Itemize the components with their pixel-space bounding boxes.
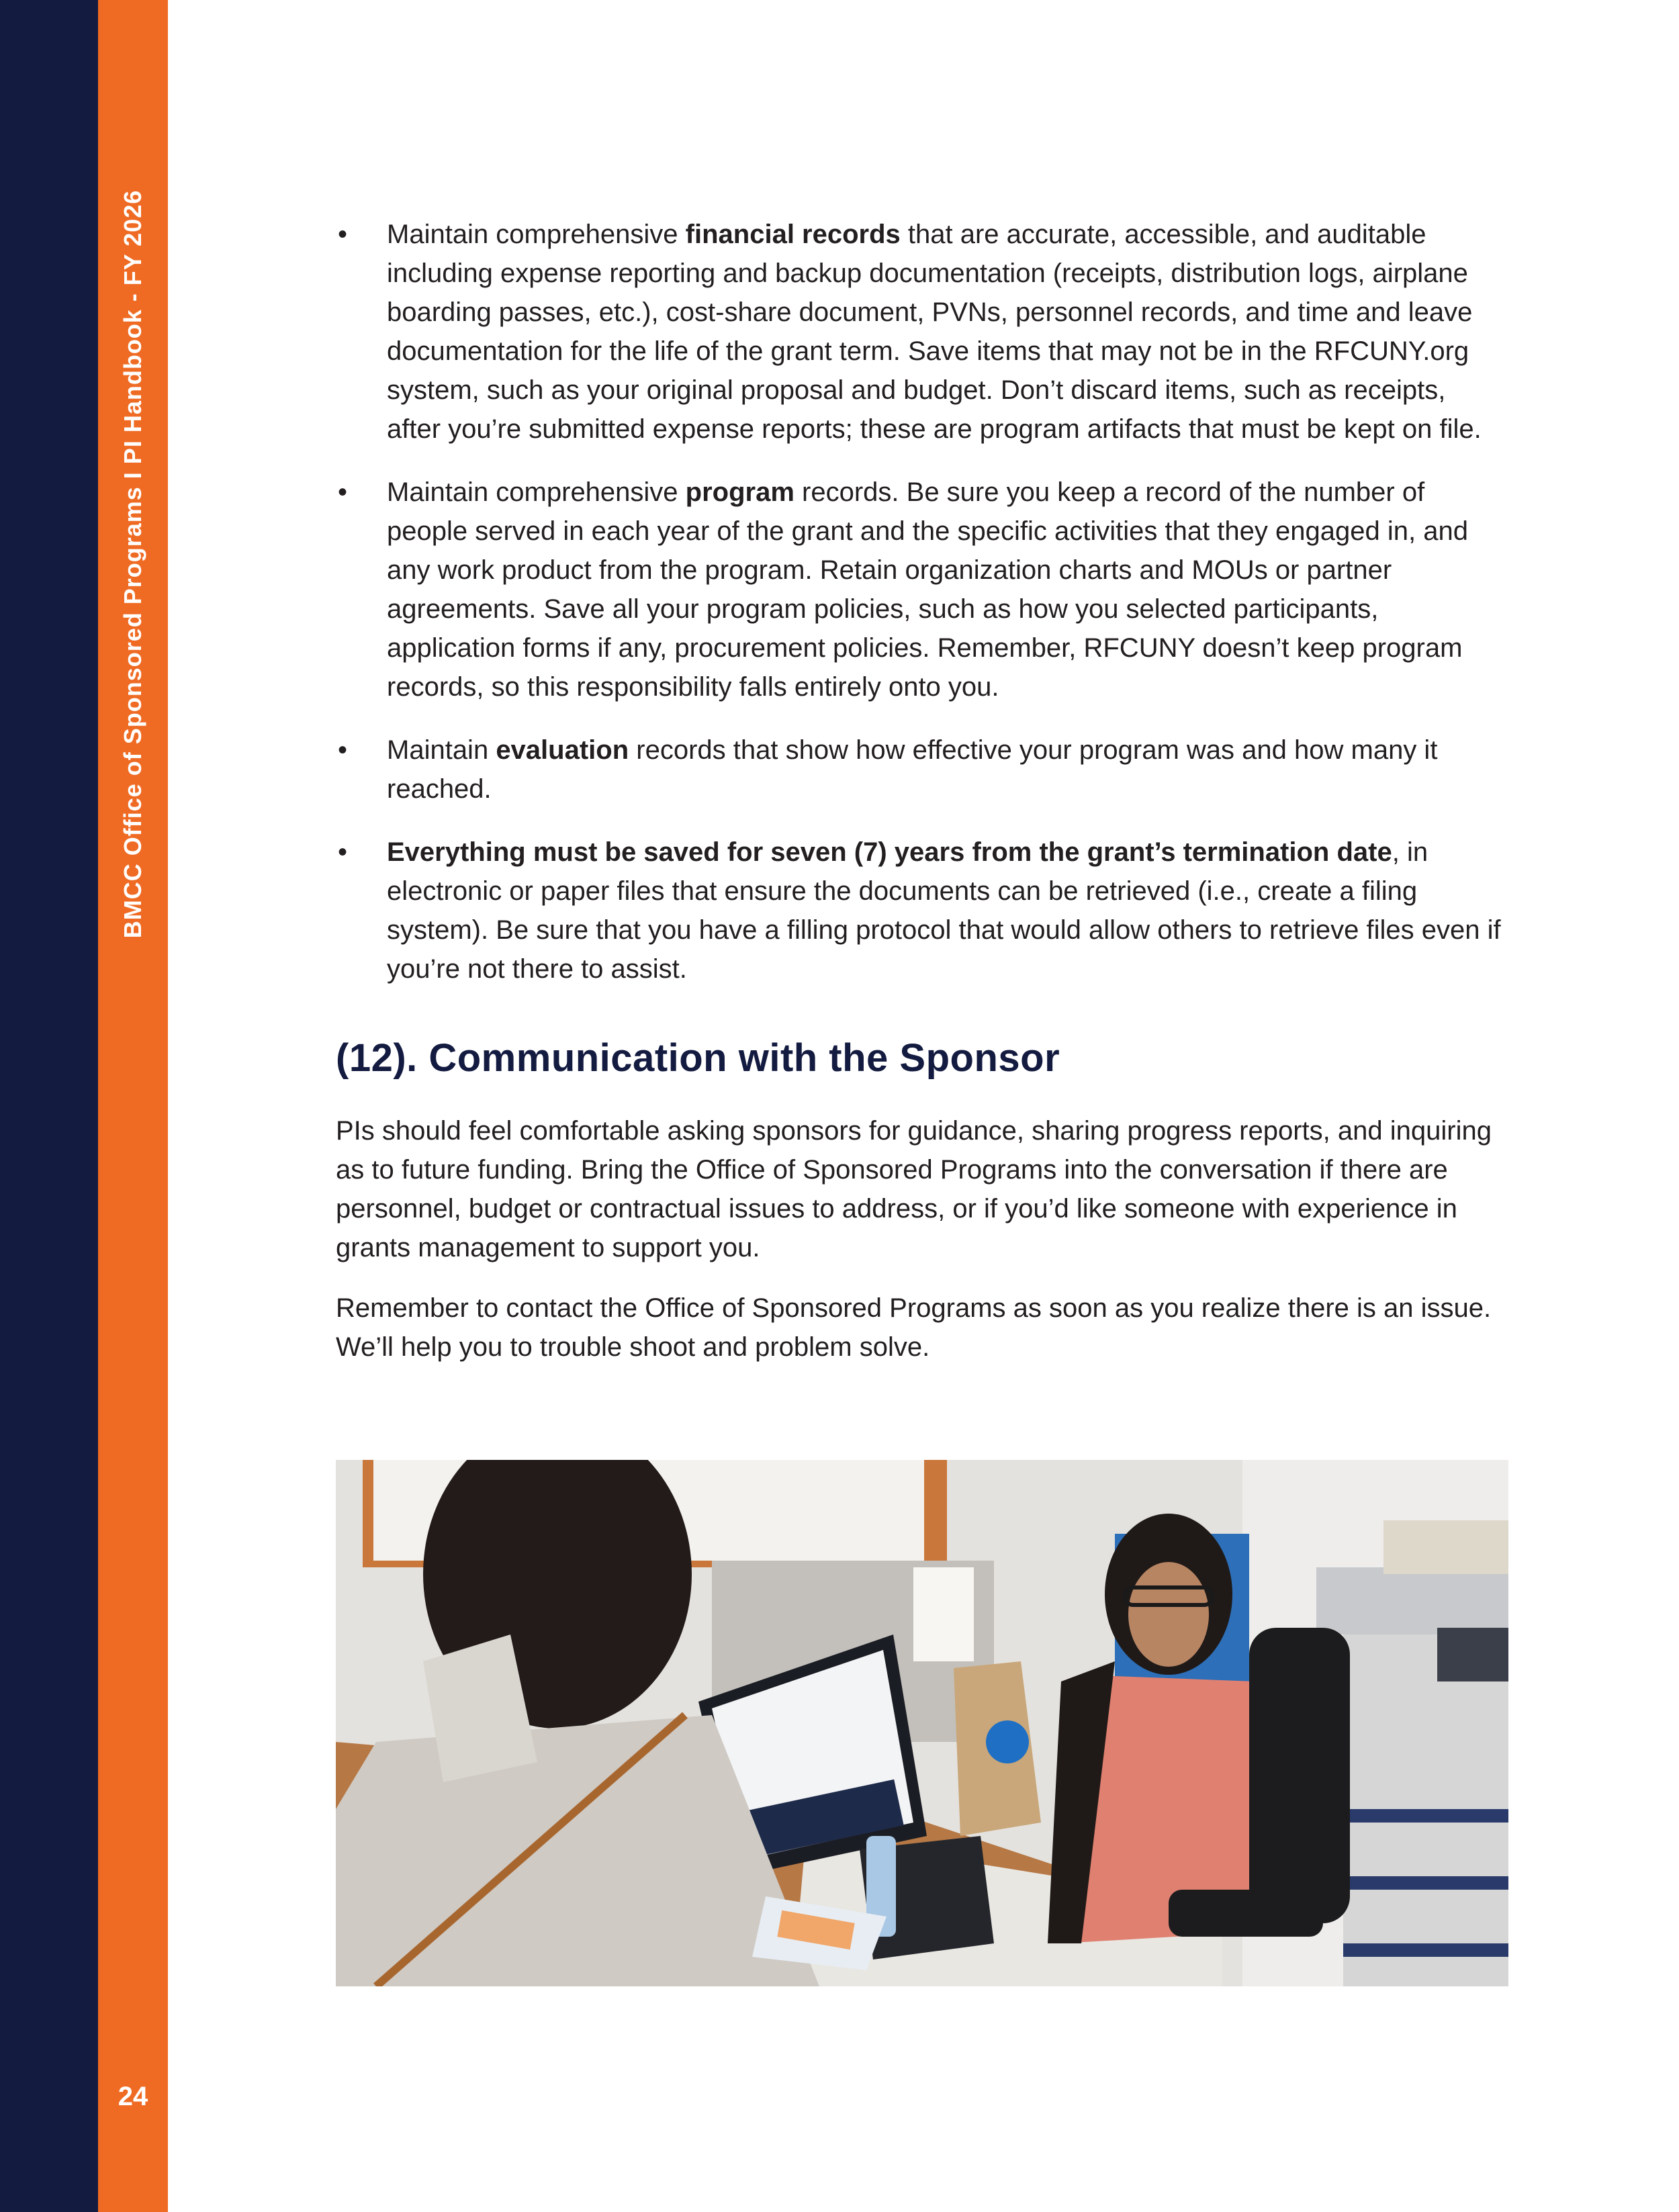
office-photo-illustration — [336, 1460, 1508, 1986]
bullet-bold: financial records — [685, 220, 901, 249]
bullet-item-financial-records — [336, 215, 1504, 449]
bullet-post: that are accurate, accessible, and auditable including expense reporting and backup documentation (receipts, distribution logs, airplane boarding passes, etc.), cost-share document, PVNs, personnel records, and time and leave documentation for the life of the grant term. Save items that may not be in the RFCUNY.org system, such as your original proposal and budget. Don’t discard items, such as receipts, after you’re submitted expense reports; these are program artifacts that must be kept on file. — [387, 220, 1482, 444]
bullet-bold: Everything must be saved for seven (7) years from the grant’s termination date — [387, 837, 1392, 867]
bullet-post: records. Be sure you keep a record of the number of people served in each year of the grant and the specific activities that they engaged in, and any work product from the program. Retain organization charts and MOUs or partner agreements. Save all your program policies, such as how you selected participants, application forms if any, procurement policies. Remember, RFCUNY doesn’t keep program records, so this responsibility falls entirely onto you. — [387, 477, 1468, 702]
bullet-pre: Maintain comprehensive — [387, 220, 686, 249]
bullet-icon: • — [337, 220, 347, 249]
section-paragraph: Remember to contact the Office of Sponsored Programs as soon as you realize there is an issue. We’ll help you to trouble shoot and problem solve. — [336, 1293, 1492, 1362]
bullet-icon: • — [337, 837, 347, 867]
office-photo — [336, 1460, 1508, 1986]
bullet-item-retention — [336, 833, 1504, 988]
bullet-icon: • — [337, 735, 347, 765]
bullet-bold: evaluation — [496, 735, 629, 765]
page-number: 24 — [118, 2082, 148, 2111]
bullet-pre: Maintain — [387, 735, 496, 765]
bullet-item-evaluation-records — [336, 731, 1504, 809]
bullet-pre: Maintain comprehensive — [387, 477, 686, 507]
sidebar-navy-band — [0, 0, 98, 2212]
bullet-item-program-records — [336, 473, 1504, 706]
running-header: BMCC Office of Sponsored Programs I PI Handbook - FY 2026 — [119, 189, 146, 939]
bullet-icon: • — [337, 477, 347, 507]
section-paragraph: PIs should feel comfortable asking sponsors for guidance, sharing progress reports, and inquiring as to future funding. Bring the Office of Sponsored Programs into the conversation if there are personnel, budget or contractual issues to address, or if you’d like someone with experience in grants management to support you. — [336, 1116, 1492, 1262]
main-content — [336, 215, 1504, 1388]
bullet-post: , in electronic or paper files that ensure the documents can be retrieved (i.e., create a filing system). Be sure that you have a filling protocol that would allow others to retrieve files even if you’re not there to assist. — [387, 837, 1501, 984]
section-heading: (12). Communication with the Sponsor — [336, 1036, 1060, 1080]
bullet-post: records that show how effective your program was and how many it reached. — [387, 735, 1438, 804]
bullet-list — [336, 215, 1504, 988]
bullet-bold: program — [685, 477, 795, 507]
